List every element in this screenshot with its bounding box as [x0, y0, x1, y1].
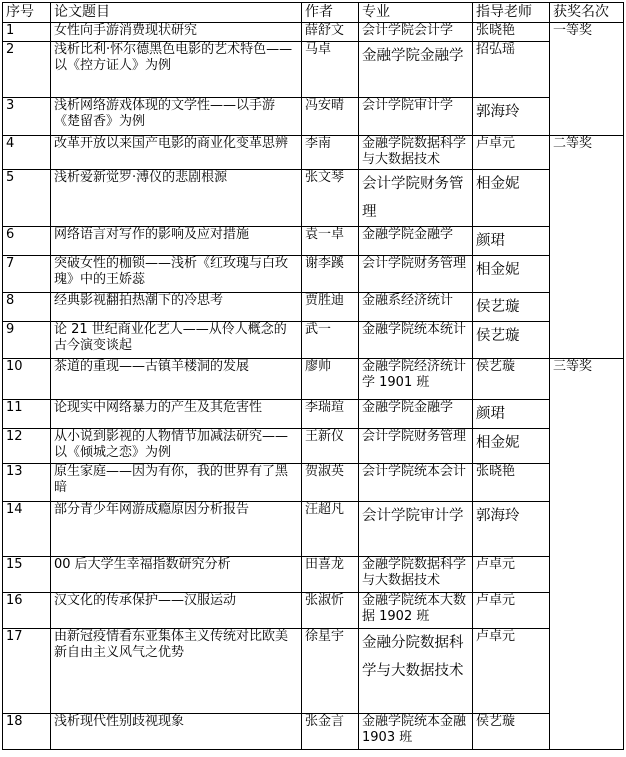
table-row	[3, 23, 624, 42]
header-award: 获奖名次	[550, 3, 624, 23]
row-title: 原生家庭——因为有你，我的世界有了黑暗	[51, 464, 302, 502]
row-advisor: 颜珺	[473, 400, 550, 429]
row-major: 会计学院审计学	[359, 502, 473, 557]
header-title: 论文题目	[51, 3, 302, 23]
row-advisor: 相金妮	[473, 256, 550, 293]
row-no: 15	[3, 557, 51, 593]
row-no: 10	[3, 359, 51, 400]
row-major: 金融学院金融学	[359, 400, 473, 429]
row-title: 部分青少年网游成瘾原因分析报告	[51, 502, 302, 557]
row-major: 金融分院数据科学与大数据技术	[359, 629, 473, 714]
row-major: 金融学院金融学	[359, 227, 473, 256]
row-title: 浅析比利·怀尔德黑色电影的艺术特色——以《控方证人》为例	[51, 42, 302, 98]
row-author: 薛舒文	[302, 23, 359, 42]
row-no: 1	[3, 23, 51, 42]
row-title: 网络语言对写作的影响及应对措施	[51, 227, 302, 256]
header-no: 序号	[3, 3, 51, 23]
row-major: 金融系经济统计	[359, 293, 473, 322]
row-author: 武一	[302, 322, 359, 359]
table-row	[3, 593, 624, 629]
row-author: 徐星宇	[302, 629, 359, 714]
row-author: 廖帅	[302, 359, 359, 400]
row-author: 李南	[302, 136, 359, 170]
row-title: 浅析爱新觉罗·溥仪的悲剧根源	[51, 170, 302, 227]
row-author: 马卓	[302, 42, 359, 98]
table-row	[3, 293, 624, 322]
row-author: 贾胜迪	[302, 293, 359, 322]
row-title: 论现实中网络暴力的产生及其危害性	[51, 400, 302, 429]
row-major: 会计学院会计学	[359, 23, 473, 42]
row-advisor: 卢卓元	[473, 593, 550, 629]
row-title: 从小说到影视的人物情节加减法研究——以《倾城之恋》为例	[51, 429, 302, 464]
table-row	[3, 464, 624, 502]
row-title: 浅析网络游戏体现的文学性——以手游《楚留香》为例	[51, 98, 302, 136]
row-major: 会计学院财务管理	[359, 170, 473, 227]
row-major: 金融学院经济统计学 1901 班	[359, 359, 473, 400]
table-row	[3, 359, 624, 400]
award-first: 一等奖	[550, 23, 624, 136]
table-row	[3, 629, 624, 714]
row-no: 6	[3, 227, 51, 256]
header-row	[3, 3, 624, 23]
row-advisor: 卢卓元	[473, 136, 550, 170]
row-author: 袁一卓	[302, 227, 359, 256]
row-no: 14	[3, 502, 51, 557]
row-title: 茶道的重现——古镇羊楼洞的发展	[51, 359, 302, 400]
table-row	[3, 98, 624, 136]
row-no: 5	[3, 170, 51, 227]
row-no: 16	[3, 593, 51, 629]
row-major: 会计学院财务管理	[359, 256, 473, 293]
row-major: 金融学院统本统计	[359, 322, 473, 359]
row-author: 张淑忻	[302, 593, 359, 629]
row-advisor: 郭海玲	[473, 98, 550, 136]
row-no: 2	[3, 42, 51, 98]
table-row	[3, 227, 624, 256]
row-advisor: 侯艺璇	[473, 322, 550, 359]
row-major: 会计学院统本会计	[359, 464, 473, 502]
table-row	[3, 322, 624, 359]
row-advisor: 颜珺	[473, 227, 550, 256]
row-author: 张金言	[302, 714, 359, 750]
row-advisor: 招弘瑶	[473, 42, 550, 98]
row-advisor: 卢卓元	[473, 557, 550, 593]
row-major: 金融学院统本大数据 1902 班	[359, 593, 473, 629]
row-advisor: 侯艺璇	[473, 293, 550, 322]
row-advisor: 相金妮	[473, 429, 550, 464]
table-row	[3, 136, 624, 170]
row-no: 18	[3, 714, 51, 750]
row-advisor: 郭海玲	[473, 502, 550, 557]
row-major: 金融学院统本金融 1903 班	[359, 714, 473, 750]
row-author: 李瑞瑄	[302, 400, 359, 429]
table-row	[3, 502, 624, 557]
table-row	[3, 429, 624, 464]
row-title: 由新冠疫情看东亚集体主义传统对比欧美新自由主义风气之优势	[51, 629, 302, 714]
header-major: 专业	[359, 3, 473, 23]
row-no: 7	[3, 256, 51, 293]
row-no: 12	[3, 429, 51, 464]
row-advisor: 张晓艳	[473, 464, 550, 502]
table-row	[3, 256, 624, 293]
awards-table	[2, 2, 624, 750]
table-row	[3, 557, 624, 593]
row-title: 经典影视翻拍热潮下的冷思考	[51, 293, 302, 322]
row-major: 会计学院财务管理	[359, 429, 473, 464]
row-major: 会计学院审计学	[359, 98, 473, 136]
award-second: 二等奖	[550, 136, 624, 359]
row-no: 4	[3, 136, 51, 170]
row-title: 00 后大学生幸福指数研究分析	[51, 557, 302, 593]
row-no: 17	[3, 629, 51, 714]
row-advisor: 相金妮	[473, 170, 550, 227]
row-author: 王新仪	[302, 429, 359, 464]
row-no: 3	[3, 98, 51, 136]
row-major: 金融学院数据科学与大数据技术	[359, 136, 473, 170]
row-advisor: 侯艺璇	[473, 359, 550, 400]
row-major: 金融学院金融学	[359, 42, 473, 98]
row-title: 女性向手游消费现状研究	[51, 23, 302, 42]
row-no: 13	[3, 464, 51, 502]
row-no: 11	[3, 400, 51, 429]
row-title: 突破女性的枷锁——浅析《红玫瑰与白玫瑰》中的王娇蕊	[51, 256, 302, 293]
header-advisor: 指导老师	[473, 3, 550, 23]
row-author: 冯安晴	[302, 98, 359, 136]
table-row	[3, 714, 624, 750]
award-third: 三等奖	[550, 359, 624, 750]
row-major: 金融学院数据科学与大数据技术	[359, 557, 473, 593]
header-author: 作者	[302, 3, 359, 23]
row-author: 田喜龙	[302, 557, 359, 593]
row-author: 汪超凡	[302, 502, 359, 557]
row-title: 汉文化的传承保护——汉服运动	[51, 593, 302, 629]
table-row	[3, 170, 624, 227]
row-advisor: 张晓艳	[473, 23, 550, 42]
row-author: 贺淑英	[302, 464, 359, 502]
table-row	[3, 400, 624, 429]
table-row	[3, 42, 624, 98]
row-author: 张文琴	[302, 170, 359, 227]
row-advisor: 卢卓元	[473, 629, 550, 714]
row-title: 论 21 世纪商业化艺人——从伶人概念的古今演变谈起	[51, 322, 302, 359]
row-title: 浅析现代性别歧视现象	[51, 714, 302, 750]
row-no: 8	[3, 293, 51, 322]
row-advisor: 侯艺璇	[473, 714, 550, 750]
row-title: 改革开放以来国产电影的商业化变革思辨	[51, 136, 302, 170]
row-author: 谢李蹊	[302, 256, 359, 293]
row-no: 9	[3, 322, 51, 359]
